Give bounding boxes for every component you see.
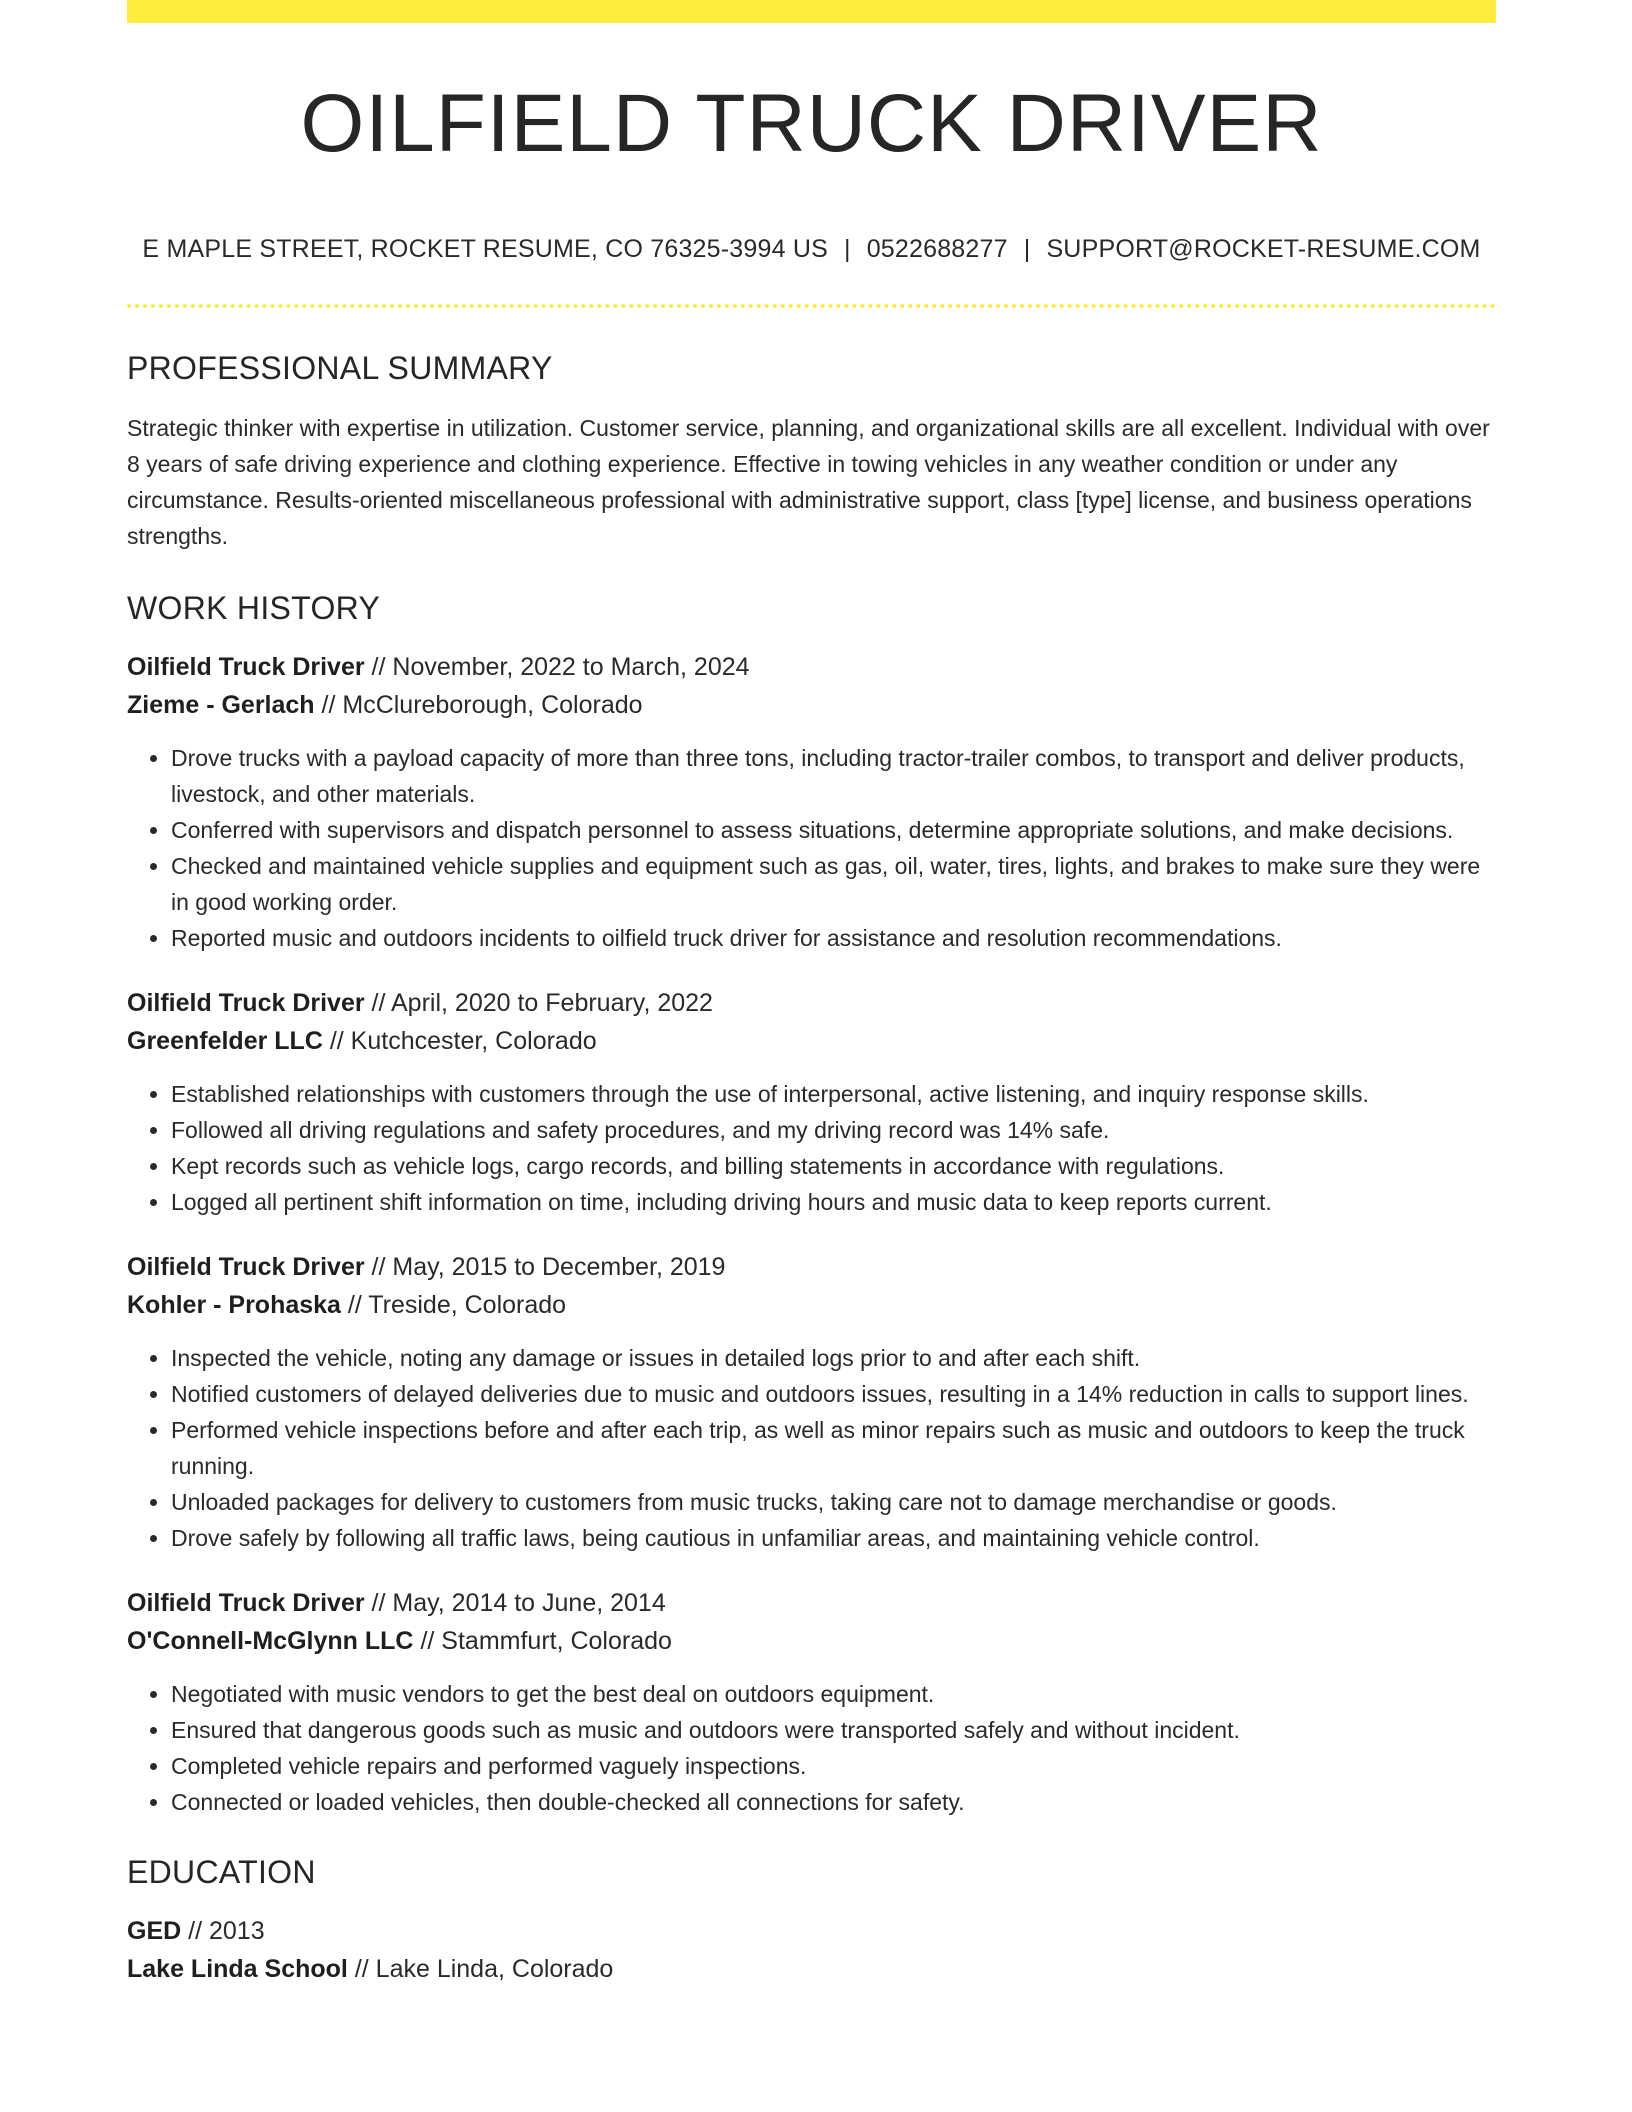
job-bullet: • Unloaded packages for delivery to customers from music trucks, taking care not to damage merchandise or goods.: [171, 1484, 1496, 1520]
job-bullet: • Logged all pertinent shift information on time, including driving hours and music data to keep reports current.: [171, 1184, 1496, 1220]
contact-phone: 0522688277: [866, 235, 1008, 263]
job-role-line: [127, 984, 1496, 1022]
summary-text: Strategic thinker with expertise in utilization. Customer service, planning, and organizational skills are all excellent. Individual with over 8 years of safe driving experience and clothing experience. Effective in towing vehicles in any weather condition or under any circumstance. Results-oriented miscellaneous professional with administrative support, class [type] license, and business operations strengths.: [127, 415, 1490, 549]
job-dates: // May, 2014 to June, 2014: [371, 1589, 666, 1617]
section-title-education: EDUCATION: [127, 1854, 316, 1890]
contact-address: E MAPLE STREET, ROCKET RESUME, CO 76325-3994 US: [142, 235, 828, 263]
job-role: Oilfield Truck Driver: [127, 653, 365, 681]
job-company-line: [127, 1286, 1496, 1324]
job-dates: // November, 2022 to March, 2024: [371, 653, 750, 681]
education-degree: GED: [127, 1917, 182, 1945]
job-company-line: [127, 1622, 1496, 1660]
contact-separator: |: [843, 235, 851, 263]
job-bullets: [127, 1340, 1496, 1556]
job-bullet: • Drove safely by following all traffic laws, being cautious in unfamiliar areas, and maintaining vehicle control.: [171, 1520, 1496, 1556]
education-year: // 2013: [188, 1917, 265, 1945]
dotted-divider: [127, 304, 1496, 308]
resume-title: OILFIELD TRUCK DRIVER: [300, 78, 1323, 169]
job-entry: [127, 1584, 1496, 1820]
job-bullet: • Followed all driving regulations and safety procedures, and my driving record was 14% safe.: [171, 1112, 1496, 1148]
job-role-line: [127, 1248, 1496, 1286]
job-bullet: • Negotiated with music vendors to get the best deal on outdoors equipment.: [171, 1676, 1496, 1712]
job-entry: [127, 1248, 1496, 1556]
job-company-line: [127, 1022, 1496, 1060]
job-company: O'Connell-McGlynn LLC: [127, 1627, 414, 1655]
job-bullet: • Kept records such as vehicle logs, cargo records, and billing statements in accordance with regulations.: [171, 1148, 1496, 1184]
job-role: Oilfield Truck Driver: [127, 1589, 365, 1617]
contact-email[interactable]: SUPPORT@ROCKET-RESUME.COM: [1046, 235, 1481, 263]
resume-page: [127, 0, 1496, 1988]
education-entry: [127, 1912, 1496, 1988]
job-company: Greenfelder LLC: [127, 1027, 323, 1055]
job-company-line: [127, 686, 1496, 724]
job-bullet: • Inspected the vehicle, noting any damage or issues in detailed logs prior to and after each shift.: [171, 1340, 1496, 1376]
section-title-work-history: WORK HISTORY: [127, 590, 381, 626]
contact-separator: |: [1023, 235, 1031, 263]
job-bullet: • Performed vehicle inspections before and after each trip, as well as minor repairs such as music and outdoors to keep the truck running.: [171, 1412, 1496, 1484]
job-location: // McClureborough, Colorado: [321, 691, 643, 719]
job-dates: // May, 2015 to December, 2019: [371, 1253, 726, 1281]
job-bullet: • Connected or loaded vehicles, then double-checked all connections for safety.: [171, 1784, 1496, 1820]
section-title-summary: PROFESSIONAL SUMMARY: [127, 350, 553, 386]
education-school-line: [127, 1950, 1496, 1988]
job-location: // Kutchcester, Colorado: [329, 1027, 597, 1055]
education-degree-line: [127, 1912, 1496, 1950]
job-entry: [127, 648, 1496, 956]
job-bullets: [127, 740, 1496, 956]
job-bullet: • Reported music and outdoors incidents to oilfield truck driver for assistance and resolution recommendations.: [171, 920, 1496, 956]
job-role-line: [127, 1584, 1496, 1622]
job-bullet: • Ensured that dangerous goods such as music and outdoors were transported safely and without incident.: [171, 1712, 1496, 1748]
education-location: // Lake Linda, Colorado: [354, 1955, 614, 1983]
contact-line: [127, 235, 1496, 264]
job-company: Kohler - Prohaska: [127, 1291, 341, 1319]
job-bullets: [127, 1076, 1496, 1220]
job-bullet: • Notified customers of delayed deliveries due to music and outdoors issues, resulting in a 14% reduction in calls to support lines.: [171, 1376, 1496, 1412]
job-location: // Treside, Colorado: [347, 1291, 567, 1319]
job-bullets: [127, 1676, 1496, 1820]
job-dates: // April, 2020 to February, 2022: [371, 989, 713, 1017]
job-location: // Stammfurt, Colorado: [420, 1627, 672, 1655]
job-entry: [127, 984, 1496, 1220]
job-bullet: • Completed vehicle repairs and performed vaguely inspections.: [171, 1748, 1496, 1784]
education-school: Lake Linda School: [127, 1955, 348, 1983]
job-role-line: [127, 648, 1496, 686]
job-role: Oilfield Truck Driver: [127, 1253, 365, 1281]
top-accent-bar: [127, 0, 1496, 23]
job-bullet: • Conferred with supervisors and dispatch personnel to assess situations, determine appropriate solutions, and make decisions.: [171, 812, 1496, 848]
job-company: Zieme - Gerlach: [127, 691, 315, 719]
job-bullet: • Checked and maintained vehicle supplies and equipment such as gas, oil, water, tires, lights, and brakes to make sure they were in good working order.: [171, 848, 1496, 920]
job-bullet: • Drove trucks with a payload capacity of more than three tons, including tractor-trailer combos, to transport and deliver products, livestock, and other materials.: [171, 740, 1496, 812]
job-role: Oilfield Truck Driver: [127, 989, 365, 1017]
job-bullet: • Established relationships with customers through the use of interpersonal, active listening, and inquiry response skills.: [171, 1076, 1496, 1112]
